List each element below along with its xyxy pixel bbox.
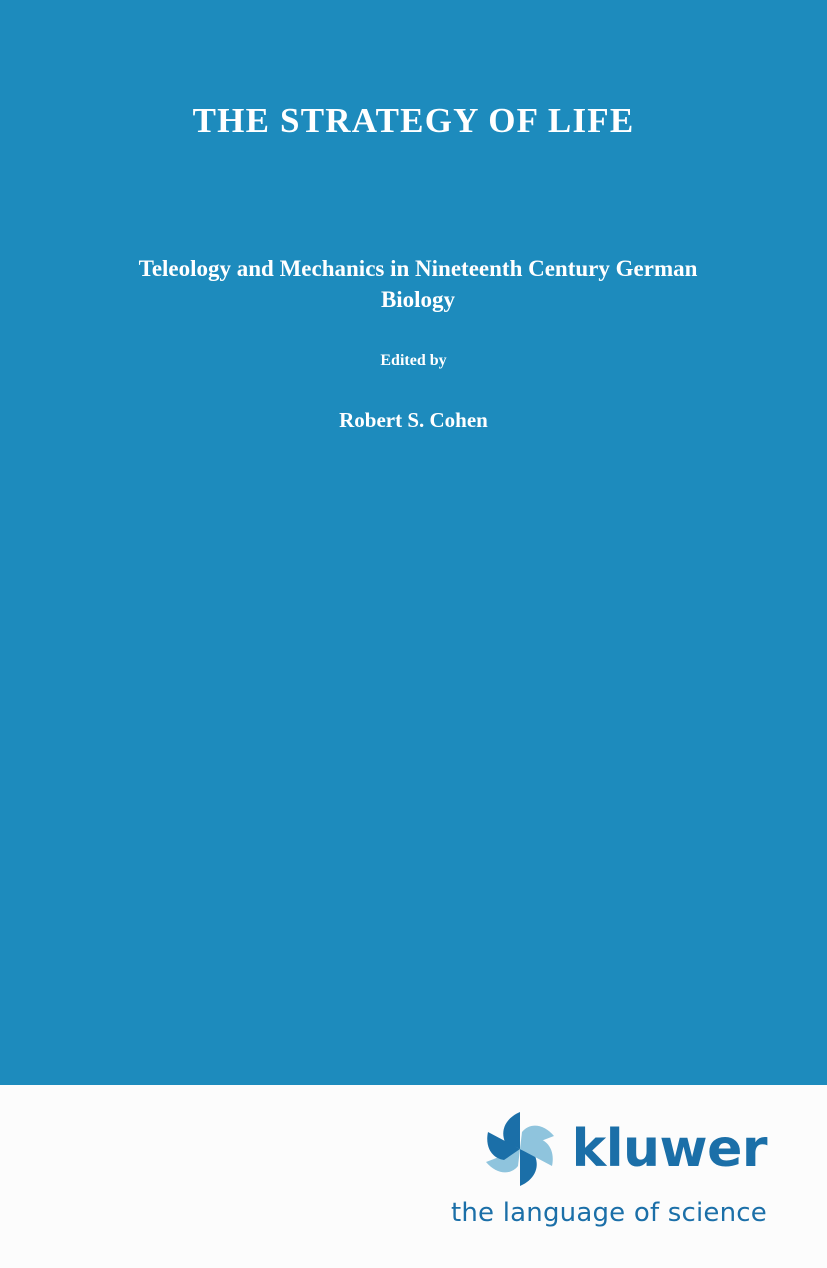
kluwer-pinwheel-logo-icon xyxy=(484,1110,556,1188)
edited-by-label: Edited by xyxy=(380,352,447,369)
logo-row xyxy=(484,1110,767,1188)
editor-name: Robert S. Cohen xyxy=(339,408,488,432)
editor-block xyxy=(0,408,827,433)
book-subtitle: Teleology and Mechanics in Nineteenth Century German Biology xyxy=(138,256,698,313)
publisher-panel xyxy=(0,1085,827,1268)
subtitle-block xyxy=(113,253,723,315)
title-block xyxy=(0,100,827,142)
publisher-tagline: the language of science xyxy=(450,1198,767,1228)
page-title: THE STRATEGY OF LIFE xyxy=(192,101,635,140)
publisher-logo xyxy=(451,1110,767,1228)
edited-by-block xyxy=(0,352,827,370)
publisher-name: kluwer xyxy=(571,1119,767,1179)
